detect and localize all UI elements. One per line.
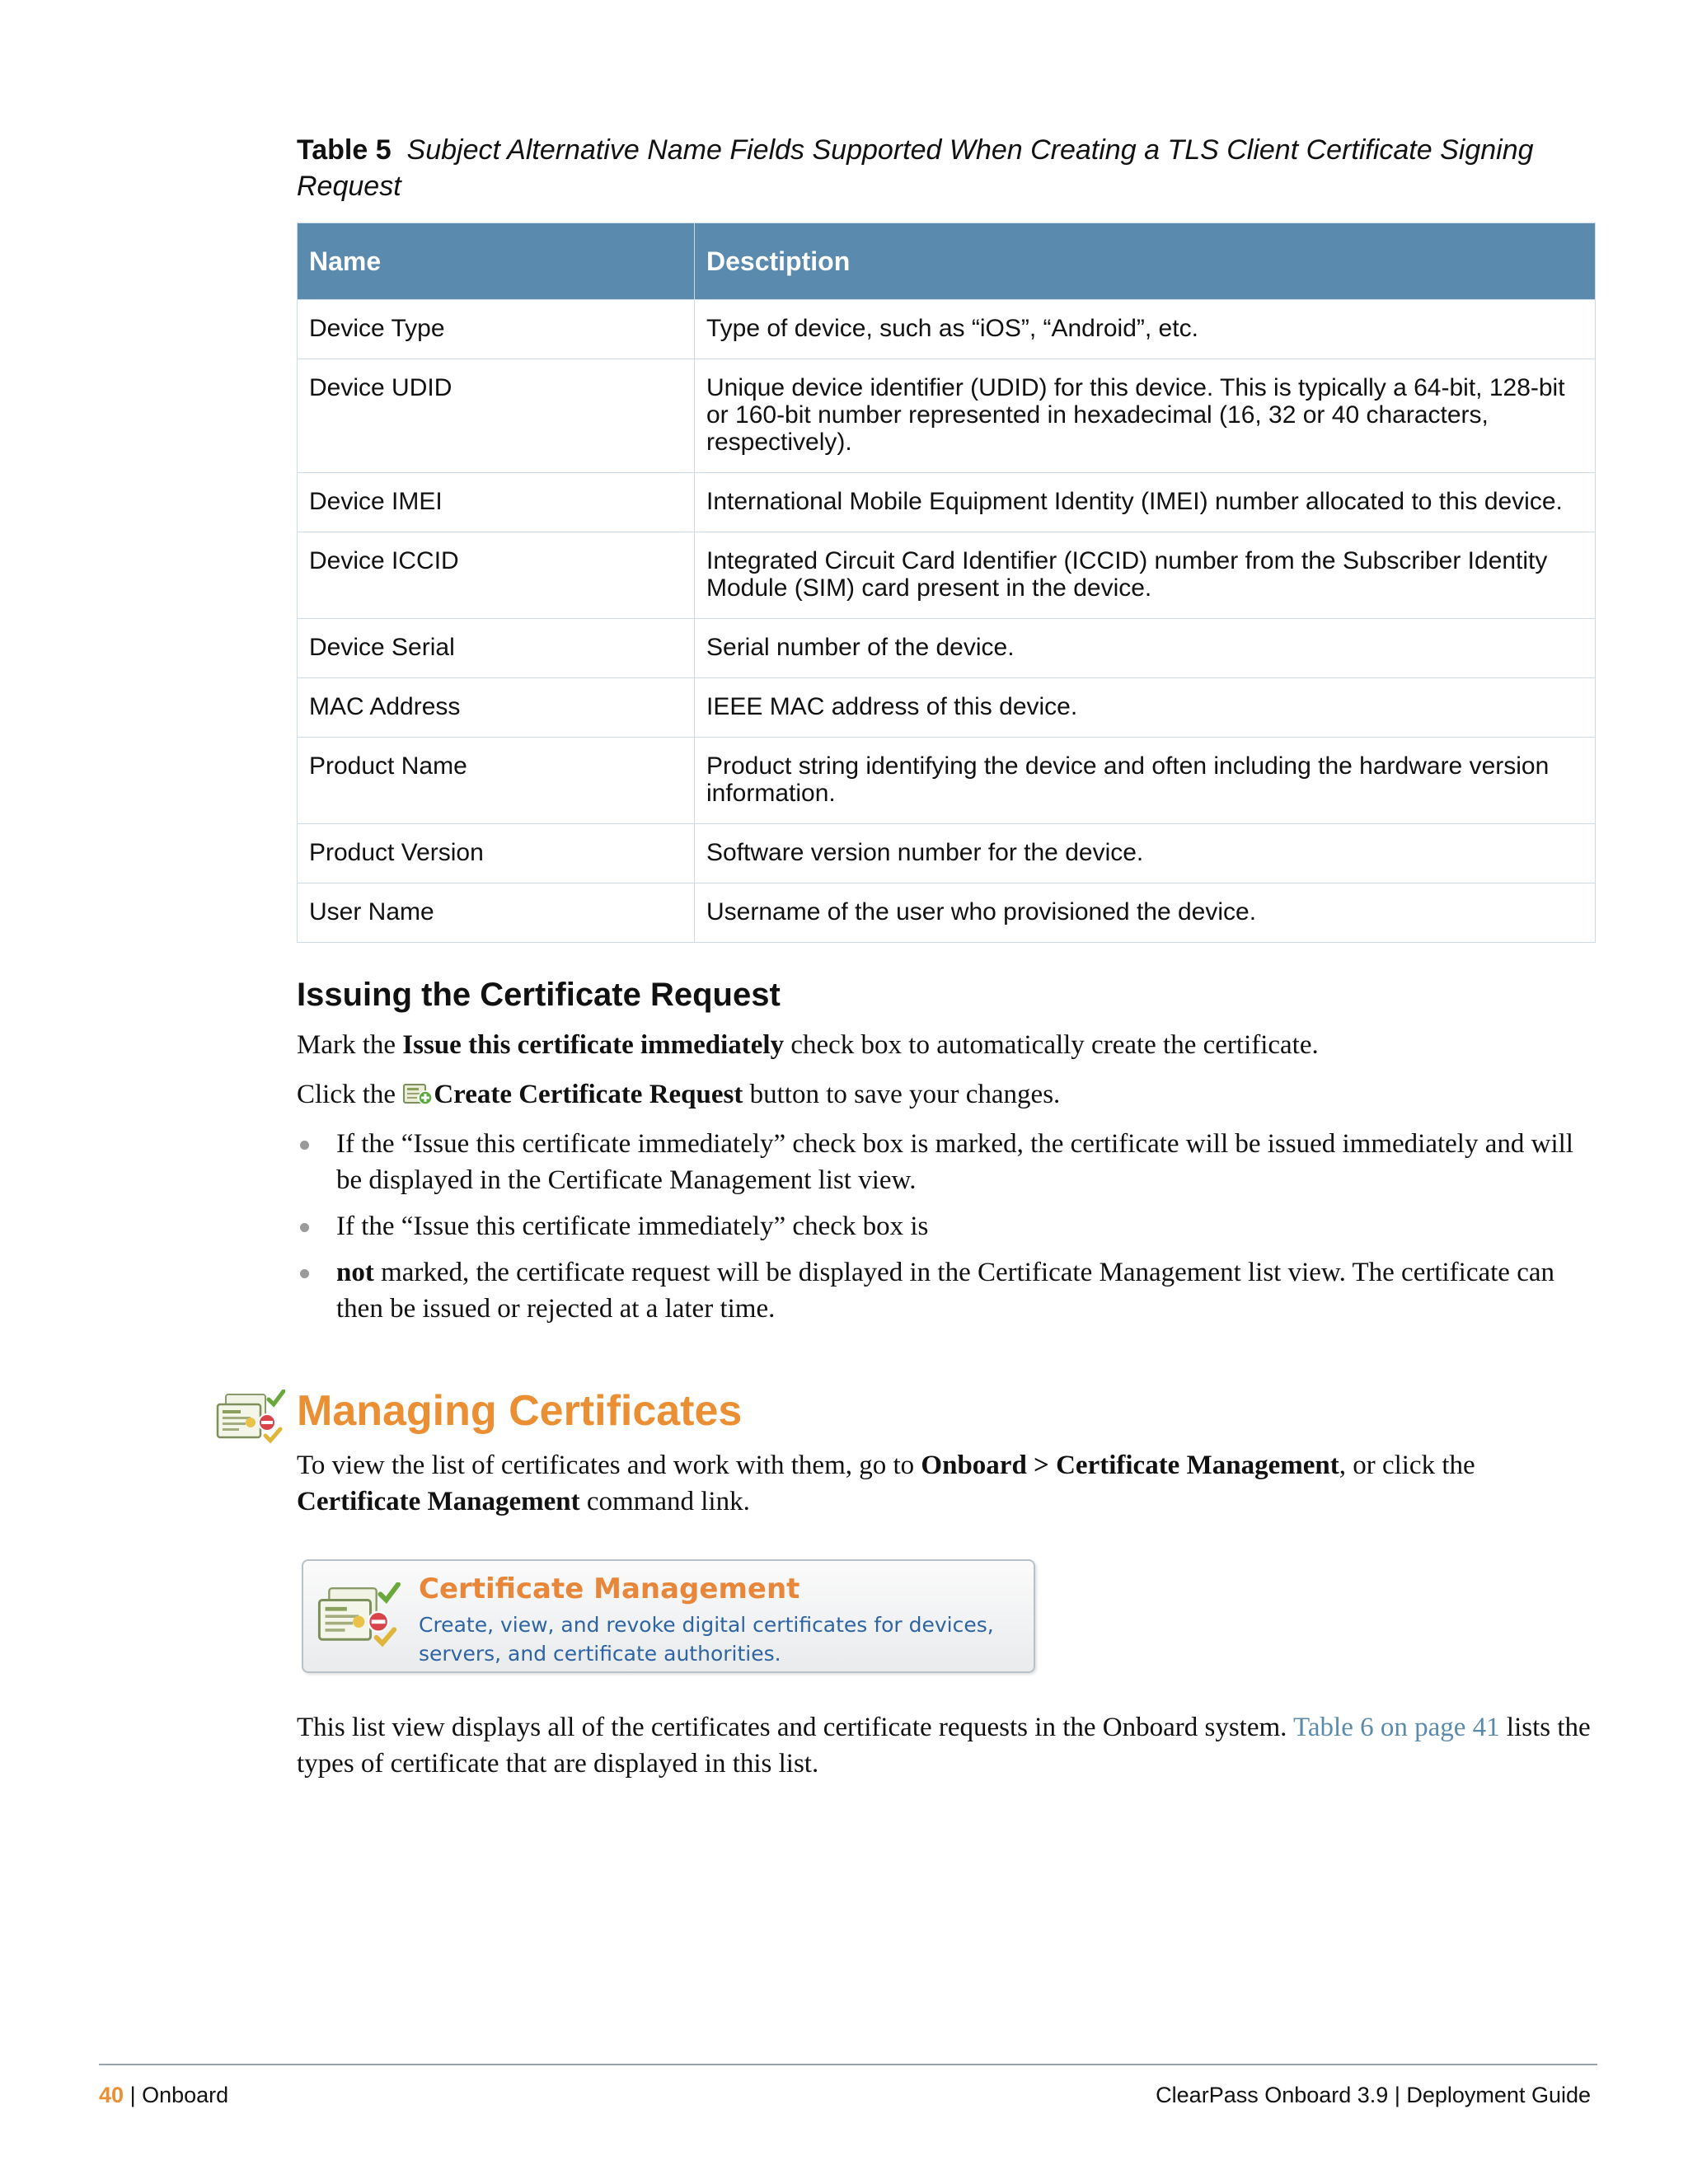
field-description-cell: Software version number for the device. <box>695 824 1596 883</box>
footer-divider <box>99 2064 1597 2065</box>
list-item <box>297 1126 1596 1198</box>
field-name-cell: Device ICCID <box>298 532 695 619</box>
issuing-paragraph-1 <box>297 1027 1596 1063</box>
text: button to save your changes. <box>743 1080 1061 1109</box>
menu-path: Onboard > Certificate Management <box>921 1451 1339 1480</box>
table-6-link[interactable]: Table 6 on page 41 <box>1293 1713 1500 1742</box>
create-certificate-icon <box>402 1080 434 1108</box>
managing-paragraph-2 <box>297 1709 1596 1782</box>
field-name-cell: Product Name <box>298 738 695 824</box>
table-row <box>298 300 1596 359</box>
footer-doc-title: Deployment Guide <box>1406 2083 1591 2107</box>
table-caption-text: Subject Alternative Name Fields Supported When Creating a TLS Client Certificate Signing Request <box>297 134 1534 202</box>
footer-section: Onboard <box>142 2083 229 2107</box>
field-description-cell: Serial number of the device. <box>695 619 1596 678</box>
field-description-cell: Integrated Circuit Card Identifier (ICCID) number from the Subscriber Identity Module (SIM) card present in the device. <box>695 532 1596 619</box>
managing-heading: Managing Certificates <box>297 1387 743 1435</box>
field-name-cell: Device IMEI <box>298 473 695 532</box>
footer-separator: | <box>129 2083 136 2107</box>
text: To view the list of certificates and work with them, go to <box>297 1451 921 1480</box>
text: lists the types of certificate that are displayed in this list. <box>297 1713 1591 1779</box>
text: Click the <box>297 1080 403 1109</box>
certificate-management-icon <box>214 1390 285 1449</box>
managing-paragraph-1 <box>297 1447 1596 1520</box>
field-description-cell: Type of device, such as “iOS”, “Android”, etc. <box>695 300 1596 359</box>
field-name-cell: User Name <box>298 883 695 943</box>
text: marked, the certificate request will be displayed in the Certificate Management list view. The certificate can then be issued or rejected at a later time. <box>336 1258 1554 1324</box>
table-row <box>298 883 1596 943</box>
column-header-description: Desctiption <box>695 223 1596 300</box>
footer-left <box>99 2083 228 2108</box>
field-name-cell: MAC Address <box>298 678 695 738</box>
column-header-name: Name <box>298 223 695 300</box>
certificate-management-icon <box>315 1582 401 1653</box>
list-item <box>297 1254 1596 1327</box>
table-row <box>298 824 1596 883</box>
field-description-cell: International Mobile Equipment Identity (IMEI) number allocated to this device. <box>695 473 1596 532</box>
button-name: Create Certificate Request <box>434 1080 743 1109</box>
bullet-icon <box>300 1223 309 1232</box>
page-content <box>297 132 1596 1795</box>
command-link-title[interactable]: Certificate Management <box>419 1572 800 1605</box>
issuing-heading: Issuing the Certificate Request <box>297 977 781 1013</box>
text: check box to automatically create the certificate. <box>784 1030 1319 1060</box>
table-row <box>298 619 1596 678</box>
command-link-description: Create, view, and revoke digital certificates for devices, servers, and certificate authorities. <box>419 1613 994 1666</box>
text: If the “Issue this certificate immediately” check box is marked, the certificate will be issued immediately and will be displayed in the Certificate Management list view. <box>336 1129 1573 1195</box>
table-caption <box>297 132 1596 204</box>
san-fields-table <box>297 223 1596 943</box>
table-row <box>298 738 1596 824</box>
emphasis: not <box>336 1258 374 1287</box>
managing-section <box>297 1386 1596 1436</box>
option-name: Issue this certificate immediately <box>402 1030 785 1060</box>
table-row <box>298 473 1596 532</box>
bullet-icon <box>300 1269 309 1278</box>
field-description-cell: IEEE MAC address of this device. <box>695 678 1596 738</box>
table-row <box>298 359 1596 473</box>
table-row <box>298 532 1596 619</box>
field-description-cell: Product string identifying the device and often including the hardware version information. <box>695 738 1596 824</box>
table-row <box>298 678 1596 738</box>
text: command link. <box>579 1487 750 1516</box>
footer-separator: | <box>1394 2083 1400 2107</box>
issuing-bullets <box>297 1126 1596 1327</box>
field-name-cell: Device Serial <box>298 619 695 678</box>
text: , or click the <box>1339 1451 1475 1480</box>
text: If the “Issue this certificate immediately” check box is <box>336 1212 929 1241</box>
field-name-cell: Device UDID <box>298 359 695 473</box>
issuing-paragraph-2 <box>297 1076 1596 1113</box>
field-name-cell: Product Version <box>298 824 695 883</box>
footer-right <box>1156 2083 1591 2108</box>
list-item <box>297 1208 1596 1244</box>
table-caption-label: Table 5 <box>297 134 392 166</box>
field-description-cell: Username of the user who provisioned the device. <box>695 883 1596 943</box>
table-header-row <box>298 223 1596 300</box>
certificate-management-command-link[interactable] <box>302 1559 1035 1673</box>
text: This list view displays all of the certificates and certificate requests in the Onboard system. <box>297 1713 1294 1742</box>
command-link-name: Certificate Management <box>297 1487 580 1516</box>
page-number: 40 <box>99 2083 124 2107</box>
field-name-cell: Device Type <box>298 300 695 359</box>
text: Mark the <box>297 1030 403 1060</box>
footer-product: ClearPass Onboard 3.9 <box>1156 2083 1389 2107</box>
bullet-icon <box>300 1141 309 1150</box>
field-description-cell: Unique device identifier (UDID) for this device. This is typically a 64-bit, 128-bit or 160-bit number represented in hexadecimal (16, 32 or 40 characters, respectively). <box>695 359 1596 473</box>
